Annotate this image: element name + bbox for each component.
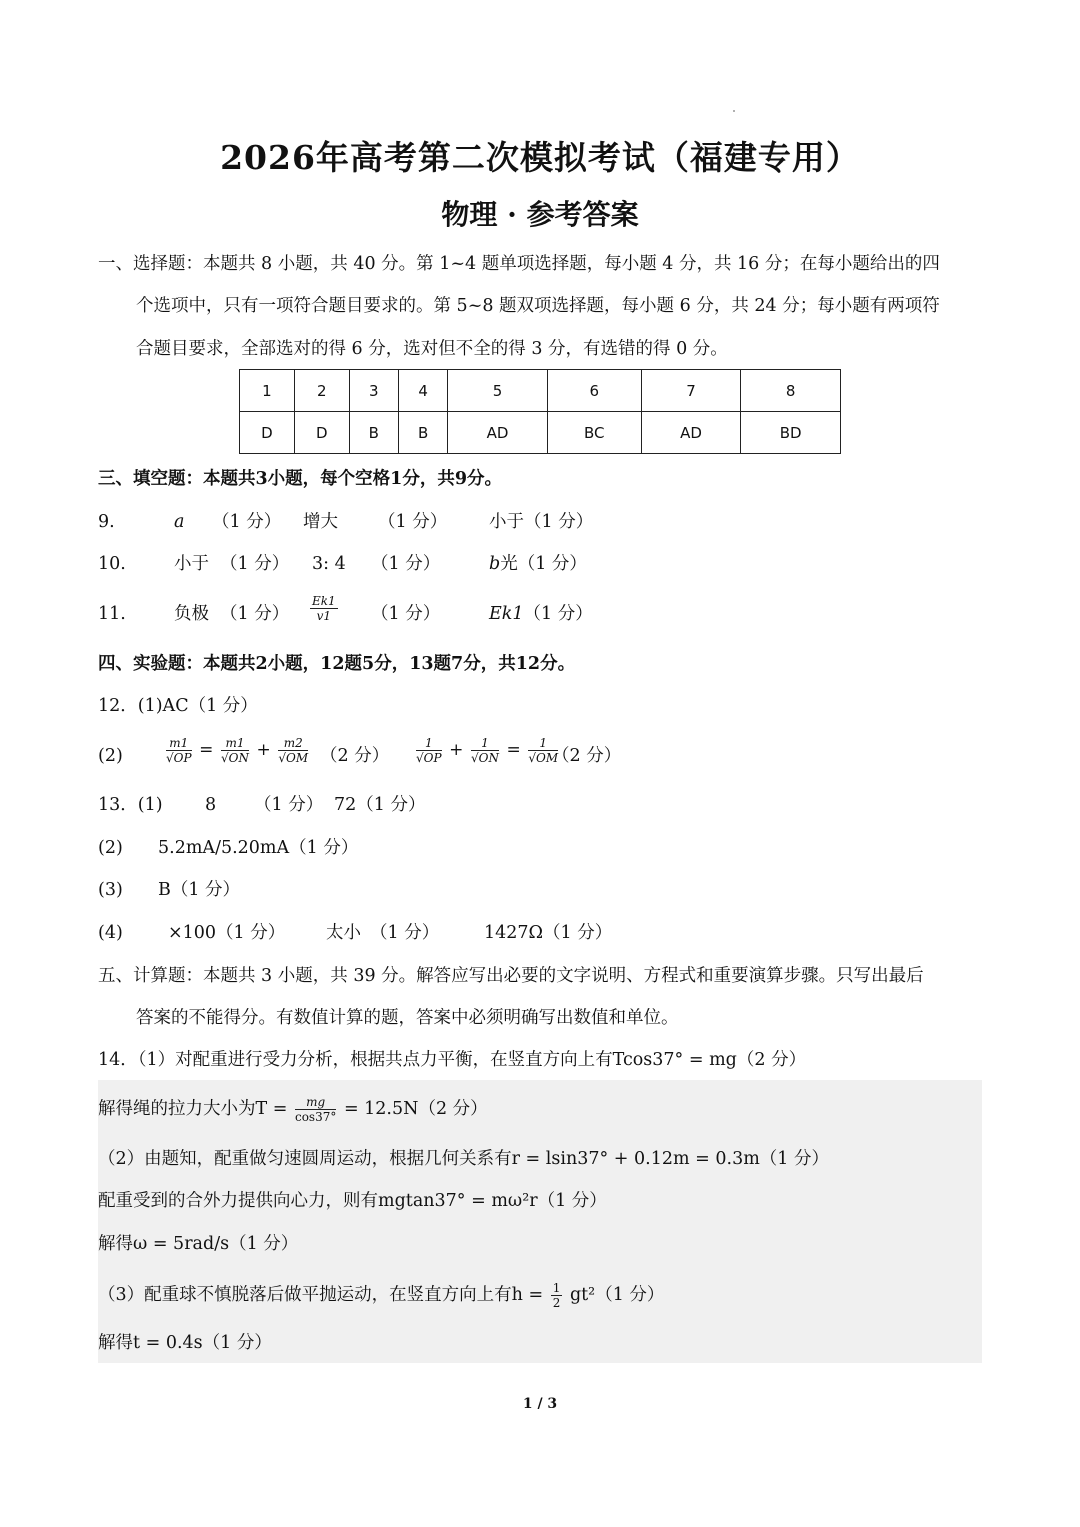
section3-heading: 三、填空题：本题共3小题，每个空格1分，共9分。 <box>98 469 503 489</box>
q11-answer3-var: Ek1 <box>489 604 524 624</box>
answer-table-header-row <box>240 370 841 412</box>
fraction-numerator: 1 <box>471 736 499 751</box>
section1-line3: 合题目要求，全部选对的得 6 分，选对但不全的得 3 分，有选错的得 0 分。 <box>136 339 728 359</box>
q12-equation1-score: （2 分） <box>320 746 390 766</box>
section4-heading: 四、实验题：本题共2小题，12题5分，13题7分，共12分。 <box>98 654 576 674</box>
q11-answer3 <box>489 602 593 626</box>
fraction-numerator: Ek1 <box>312 594 336 608</box>
answer-table <box>239 369 841 454</box>
q13-part1-score1: （1 分） <box>254 795 324 815</box>
q11-fraction <box>308 594 340 623</box>
q11-answer1: 负极 <box>174 604 209 624</box>
q11-score1: （1 分） <box>220 604 290 624</box>
q14-part1: 14．（1）对配重进行受力分析，根据共点力平衡，在竖直方向上有Tcos37° = mg（2 分） <box>98 1050 807 1070</box>
table-cell: 5 <box>448 370 548 412</box>
table-cell: 2 <box>294 370 349 412</box>
table-cell: 6 <box>547 370 641 412</box>
q13-part4-answer3: 1427Ω（1 分） <box>484 923 613 943</box>
q13-part4-answer1: ×100 <box>168 923 217 943</box>
q14-part2-result: 解得ω = 5rad/s（1 分） <box>98 1234 299 1254</box>
section1-line2: 个选项中，只有一项符合题目要求的。第 5~8 题双项选择题，每小题 6 分，共 24 分；每小题有两项符 <box>136 296 940 316</box>
fraction-denominator: √OP <box>416 751 442 765</box>
q10-answer3 <box>489 552 587 576</box>
q13-part2-answer: 5.2mA/5.20mA（1 分） <box>158 838 359 858</box>
table-cell: AD <box>641 412 741 454</box>
q14-part3 <box>98 1281 664 1310</box>
q11-answer3-text: （1 分） <box>523 604 593 624</box>
q9-score2: （1 分） <box>378 512 448 532</box>
fraction-denominator: 2 <box>552 1296 561 1310</box>
q13-part4-score2: （1 分） <box>370 923 440 943</box>
fraction-numerator: m1 <box>221 736 249 751</box>
page-subtitle: 物理 · 参考答案 <box>441 198 639 231</box>
answer-table-answer-row <box>240 412 841 454</box>
q10-score1: （1 分） <box>220 554 290 574</box>
q14-part3-suffix: gt²（1 分） <box>569 1285 665 1305</box>
q14-part3-result: 解得t = 0.4s（1 分） <box>98 1333 272 1353</box>
q13-part4-answer2: 太小 <box>326 923 361 943</box>
table-cell: 3 <box>349 370 398 412</box>
fraction-numerator: 1 <box>528 736 558 751</box>
q14-part3-prefix: （3）配重球不慎脱落后做平抛运动，在竖直方向上有h = <box>98 1285 544 1305</box>
fraction <box>278 736 308 765</box>
q13-part2-label: (2) <box>98 838 123 858</box>
fraction-denominator: √OM <box>528 751 559 765</box>
q13-part1-answer1: 8 <box>205 795 217 815</box>
equals-sign: = <box>199 740 214 760</box>
fraction <box>471 736 499 765</box>
fraction-numerator: 1 <box>416 736 442 751</box>
fraction-numerator: 1 <box>552 1281 561 1295</box>
q13-part4-label: (4) <box>98 923 123 943</box>
table-cell: 8 <box>741 370 841 412</box>
q10-answer3-var: b <box>489 554 501 574</box>
q14-part2-force: 配重受到的合外力提供向心力，则有mgtan37° = mω²r（1 分） <box>98 1191 607 1211</box>
table-cell: BD <box>741 412 841 454</box>
q12-part1: 12．(1)AC（1 分） <box>98 696 258 716</box>
fraction <box>551 1281 563 1310</box>
fraction <box>310 594 338 623</box>
q12-equation1 <box>164 736 310 765</box>
table-cell: 4 <box>398 370 447 412</box>
q10-score2: （1 分） <box>371 554 441 574</box>
fraction <box>221 736 249 765</box>
fraction-denominator: v1 <box>316 609 332 623</box>
table-cell: BC <box>547 412 641 454</box>
q12-part2-label: (2) <box>98 746 123 766</box>
q12-equation2 <box>414 736 560 765</box>
table-cell: D <box>294 412 349 454</box>
fraction <box>295 1095 336 1124</box>
fraction-denominator: cos37° <box>294 1110 337 1124</box>
fraction <box>166 736 192 765</box>
fraction-numerator: m2 <box>278 736 308 751</box>
q12-equation2-score: （2 分） <box>552 746 622 766</box>
table-cell: 7 <box>641 370 741 412</box>
plus-sign: + <box>449 740 464 760</box>
plus-sign: + <box>256 740 271 760</box>
table-cell: B <box>398 412 447 454</box>
section5-line1: 五、计算题：本题共 3 小题，共 39 分。解答应写出必要的文字说明、方程式和重要演算步骤。只写出最后 <box>98 966 924 986</box>
q13-part3-answer: B（1 分） <box>158 880 241 900</box>
q9-answer3: 小于（1 分） <box>489 512 594 532</box>
page-title: 2026年高考第二次模拟考试（福建专用） <box>220 138 860 177</box>
fraction-denominator: √OP <box>166 751 192 765</box>
q9-number: 9. <box>98 512 115 532</box>
table-cell: AD <box>448 412 548 454</box>
q13-part1-answer2: 72（1 分） <box>334 795 426 815</box>
q10-answer1: 小于 <box>174 554 209 574</box>
q14-part2: （2）由题知，配重做匀速圆周运动，根据几何关系有r = lsin37° + 0.12m = 0.3m（1 分） <box>98 1149 830 1169</box>
q11-number: 11. <box>98 604 126 624</box>
fraction-numerator: m1 <box>166 736 192 751</box>
q13-part1-label: 13．(1) <box>98 795 163 815</box>
q14-tension-prefix: 解得绳的拉力大小为T = <box>98 1099 288 1119</box>
q14-tension <box>98 1095 488 1124</box>
q9-score1: （1 分） <box>212 512 282 532</box>
table-cell: D <box>240 412 295 454</box>
fraction-denominator: √OM <box>278 751 309 765</box>
fraction <box>416 736 442 765</box>
q11-score2: （1 分） <box>371 604 441 624</box>
q10-answer3-text: 光（1 分） <box>500 554 587 574</box>
table-cell: 1 <box>240 370 295 412</box>
fraction-numerator: mg <box>295 1095 336 1110</box>
q13-part4-score1: （1 分） <box>216 923 286 943</box>
q14-tension-suffix: = 12.5N（2 分） <box>343 1099 488 1119</box>
table-cell: B <box>349 412 398 454</box>
fraction-denominator: √ON <box>220 751 249 765</box>
q13-part3-label: (3) <box>98 880 123 900</box>
section5-line2: 答案的不能得分。有数值计算的题，答案中必须明确写出数值和单位。 <box>136 1008 679 1028</box>
q10-answer2: 3: 4 <box>312 554 346 574</box>
q9-answer1: a <box>174 512 185 532</box>
q9-answer2: 增大 <box>303 512 338 532</box>
equals-sign: = <box>506 740 521 760</box>
fraction-denominator: √ON <box>470 751 499 765</box>
page-number: 1 / 3 <box>522 1396 558 1412</box>
q10-number: 10. <box>98 554 126 574</box>
speck <box>733 110 735 112</box>
section1-line1: 一、选择题：本题共 8 小题，共 40 分。第 1~4 题单项选择题，每小题 4 分，共 16 分；在每小题给出的四 <box>98 254 940 274</box>
